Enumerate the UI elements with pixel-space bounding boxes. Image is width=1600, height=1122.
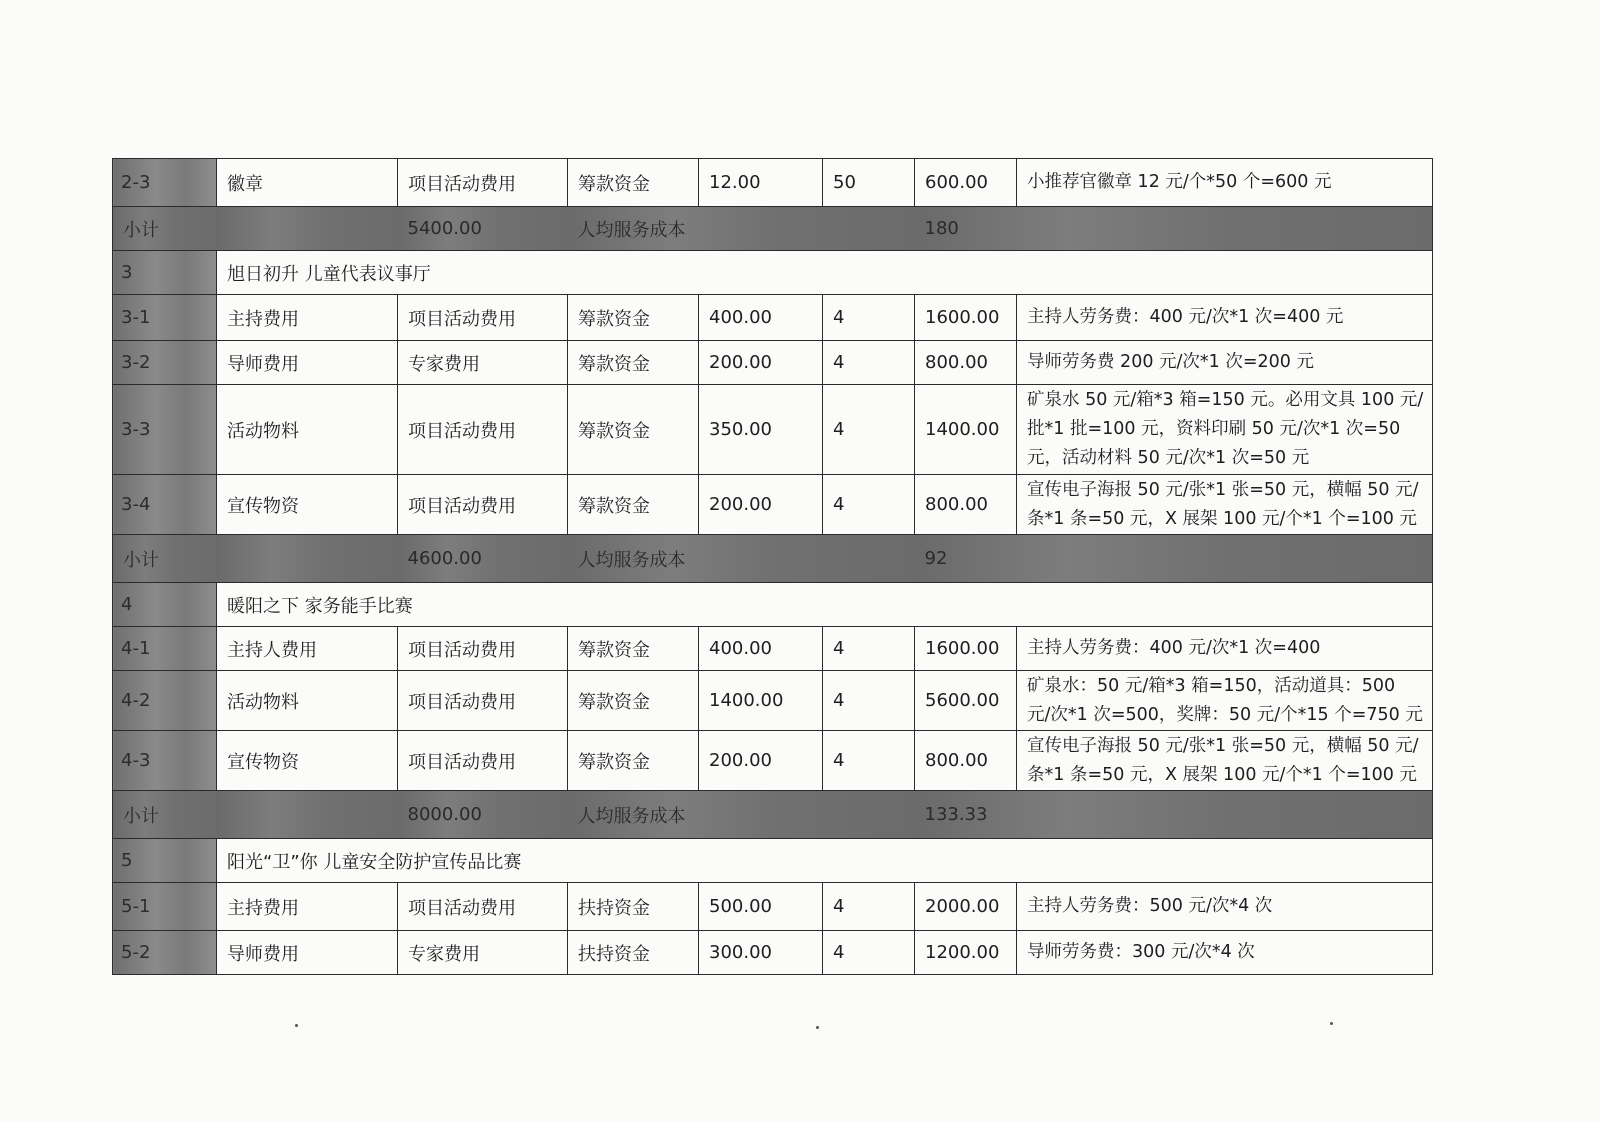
expense-category: 项目活动费用 xyxy=(398,671,568,731)
budget-table xyxy=(112,158,1433,975)
quantity: 4 xyxy=(823,731,915,791)
row-id: 2-3 xyxy=(113,159,217,207)
subtotal-label: 小计 xyxy=(113,791,217,839)
subtotal-amount: 8000.00 xyxy=(398,791,568,839)
per-capita-value: 133.33 xyxy=(915,791,1433,839)
item-name: 宣传物资 xyxy=(217,731,398,791)
fund-source: 扶持资金 xyxy=(568,883,699,931)
table-row xyxy=(113,931,1433,975)
expense-category: 项目活动费用 xyxy=(398,475,568,535)
cost-description: 导师劳务费：300 元/次*4 次 xyxy=(1017,931,1433,975)
row-id: 3-1 xyxy=(113,295,217,341)
scan-speck xyxy=(816,1026,819,1029)
row-id: 3-3 xyxy=(113,385,217,475)
item-name: 导师费用 xyxy=(217,341,398,385)
section-id: 4 xyxy=(113,583,217,627)
table-row xyxy=(113,159,1433,207)
scan-speck xyxy=(1330,1022,1333,1025)
unit-price: 200.00 xyxy=(699,475,823,535)
fund-source: 筹款资金 xyxy=(568,295,699,341)
fund-source: 筹款资金 xyxy=(568,159,699,207)
expense-category: 项目活动费用 xyxy=(398,159,568,207)
item-name: 徽章 xyxy=(217,159,398,207)
expense-category: 项目活动费用 xyxy=(398,627,568,671)
fund-source: 筹款资金 xyxy=(568,385,699,475)
per-capita-value: 180 xyxy=(915,207,1433,251)
section-id: 5 xyxy=(113,839,217,883)
table-row xyxy=(113,883,1433,931)
row-id: 3-2 xyxy=(113,341,217,385)
unit-price: 400.00 xyxy=(699,627,823,671)
per-capita-value: 92 xyxy=(915,535,1433,583)
subtotal-amount: 5400.00 xyxy=(398,207,568,251)
fund-source: 筹款资金 xyxy=(568,341,699,385)
scan-speck xyxy=(295,1024,298,1027)
subtotal-label: 小计 xyxy=(113,207,217,251)
per-capita-label: 人均服务成本 xyxy=(568,791,915,839)
cost-description: 主持人劳务费：400 元/次*1 次=400 xyxy=(1017,627,1433,671)
fund-source: 筹款资金 xyxy=(568,627,699,671)
line-total: 2000.00 xyxy=(915,883,1017,931)
fund-source: 筹款资金 xyxy=(568,671,699,731)
quantity: 4 xyxy=(823,385,915,475)
row-id: 5-1 xyxy=(113,883,217,931)
section-row xyxy=(113,839,1433,883)
per-capita-label: 人均服务成本 xyxy=(568,207,915,251)
quantity: 4 xyxy=(823,341,915,385)
row-id: 3-4 xyxy=(113,475,217,535)
cost-description: 小推荐官徽章 12 元/个*50 个=600 元 xyxy=(1017,159,1433,207)
quantity: 4 xyxy=(823,475,915,535)
item-name: 活动物料 xyxy=(217,385,398,475)
unit-price: 500.00 xyxy=(699,883,823,931)
section-title: 旭日初升 儿童代表议事厅 xyxy=(217,251,1433,295)
subtotal-row xyxy=(113,791,1433,839)
subtotal-label: 小计 xyxy=(113,535,217,583)
cost-description: 导师劳务费 200 元/次*1 次=200 元 xyxy=(1017,341,1433,385)
quantity: 4 xyxy=(823,295,915,341)
fund-source: 筹款资金 xyxy=(568,475,699,535)
quantity: 4 xyxy=(823,931,915,975)
line-total: 800.00 xyxy=(915,731,1017,791)
quantity: 4 xyxy=(823,627,915,671)
table-row xyxy=(113,671,1433,731)
line-total: 800.00 xyxy=(915,475,1017,535)
unit-price: 1400.00 xyxy=(699,671,823,731)
fund-source: 扶持资金 xyxy=(568,931,699,975)
cost-description: 宣传电子海报 50 元/张*1 张=50 元，横幅 50 元/条*1 条=50 元，X 展架 100 元/个*1 个=100 元 xyxy=(1017,731,1433,791)
section-row xyxy=(113,583,1433,627)
section-row xyxy=(113,251,1433,295)
subtotal-row xyxy=(113,535,1433,583)
subtotal-amount: 4600.00 xyxy=(398,535,568,583)
table-row xyxy=(113,627,1433,671)
item-name: 导师费用 xyxy=(217,931,398,975)
section-title: 暖阳之下 家务能手比赛 xyxy=(217,583,1433,627)
item-name: 活动物料 xyxy=(217,671,398,731)
line-total: 1600.00 xyxy=(915,627,1017,671)
quantity: 50 xyxy=(823,159,915,207)
row-id: 4-3 xyxy=(113,731,217,791)
row-id: 4-1 xyxy=(113,627,217,671)
per-capita-label: 人均服务成本 xyxy=(568,535,915,583)
unit-price: 300.00 xyxy=(699,931,823,975)
cost-description: 宣传电子海报 50 元/张*1 张=50 元，横幅 50 元/条*1 条=50 元，X 展架 100 元/个*1 个=100 元 xyxy=(1017,475,1433,535)
table-row xyxy=(113,385,1433,475)
table-row xyxy=(113,295,1433,341)
line-total: 600.00 xyxy=(915,159,1017,207)
line-total: 1200.00 xyxy=(915,931,1017,975)
item-name: 主持费用 xyxy=(217,883,398,931)
expense-category: 项目活动费用 xyxy=(398,385,568,475)
cost-description: 矿泉水 50 元/箱*3 箱=150 元。必用文具 100 元/批*1 批=100 元，资料印刷 50 元/次*1 次=50 元，活动材料 50 元/次*1 次=50 元 xyxy=(1017,385,1433,475)
item-name: 主持人费用 xyxy=(217,627,398,671)
unit-price: 400.00 xyxy=(699,295,823,341)
cost-description: 主持人劳务费：400 元/次*1 次=400 元 xyxy=(1017,295,1433,341)
unit-price: 200.00 xyxy=(699,341,823,385)
quantity: 4 xyxy=(823,671,915,731)
line-total: 1600.00 xyxy=(915,295,1017,341)
unit-price: 350.00 xyxy=(699,385,823,475)
expense-category: 专家费用 xyxy=(398,341,568,385)
unit-price: 200.00 xyxy=(699,731,823,791)
fund-source: 筹款资金 xyxy=(568,731,699,791)
item-name: 宣传物资 xyxy=(217,475,398,535)
unit-price: 12.00 xyxy=(699,159,823,207)
line-total: 1400.00 xyxy=(915,385,1017,475)
expense-category: 项目活动费用 xyxy=(398,295,568,341)
table-row xyxy=(113,731,1433,791)
subtotal-row xyxy=(113,207,1433,251)
section-id: 3 xyxy=(113,251,217,295)
line-total: 5600.00 xyxy=(915,671,1017,731)
table-row xyxy=(113,341,1433,385)
expense-category: 专家费用 xyxy=(398,931,568,975)
row-id: 5-2 xyxy=(113,931,217,975)
row-id: 4-2 xyxy=(113,671,217,731)
table-row xyxy=(113,475,1433,535)
line-total: 800.00 xyxy=(915,341,1017,385)
quantity: 4 xyxy=(823,883,915,931)
expense-category: 项目活动费用 xyxy=(398,883,568,931)
item-name: 主持费用 xyxy=(217,295,398,341)
section-title: 阳光“卫”你 儿童安全防护宣传品比赛 xyxy=(217,839,1433,883)
expense-category: 项目活动费用 xyxy=(398,731,568,791)
cost-description: 矿泉水：50 元/箱*3 箱=150，活动道具：500 元/次*1 次=500，奖牌：50 元/个*15 个=750 元 xyxy=(1017,671,1433,731)
cost-description: 主持人劳务费：500 元/次*4 次 xyxy=(1017,883,1433,931)
